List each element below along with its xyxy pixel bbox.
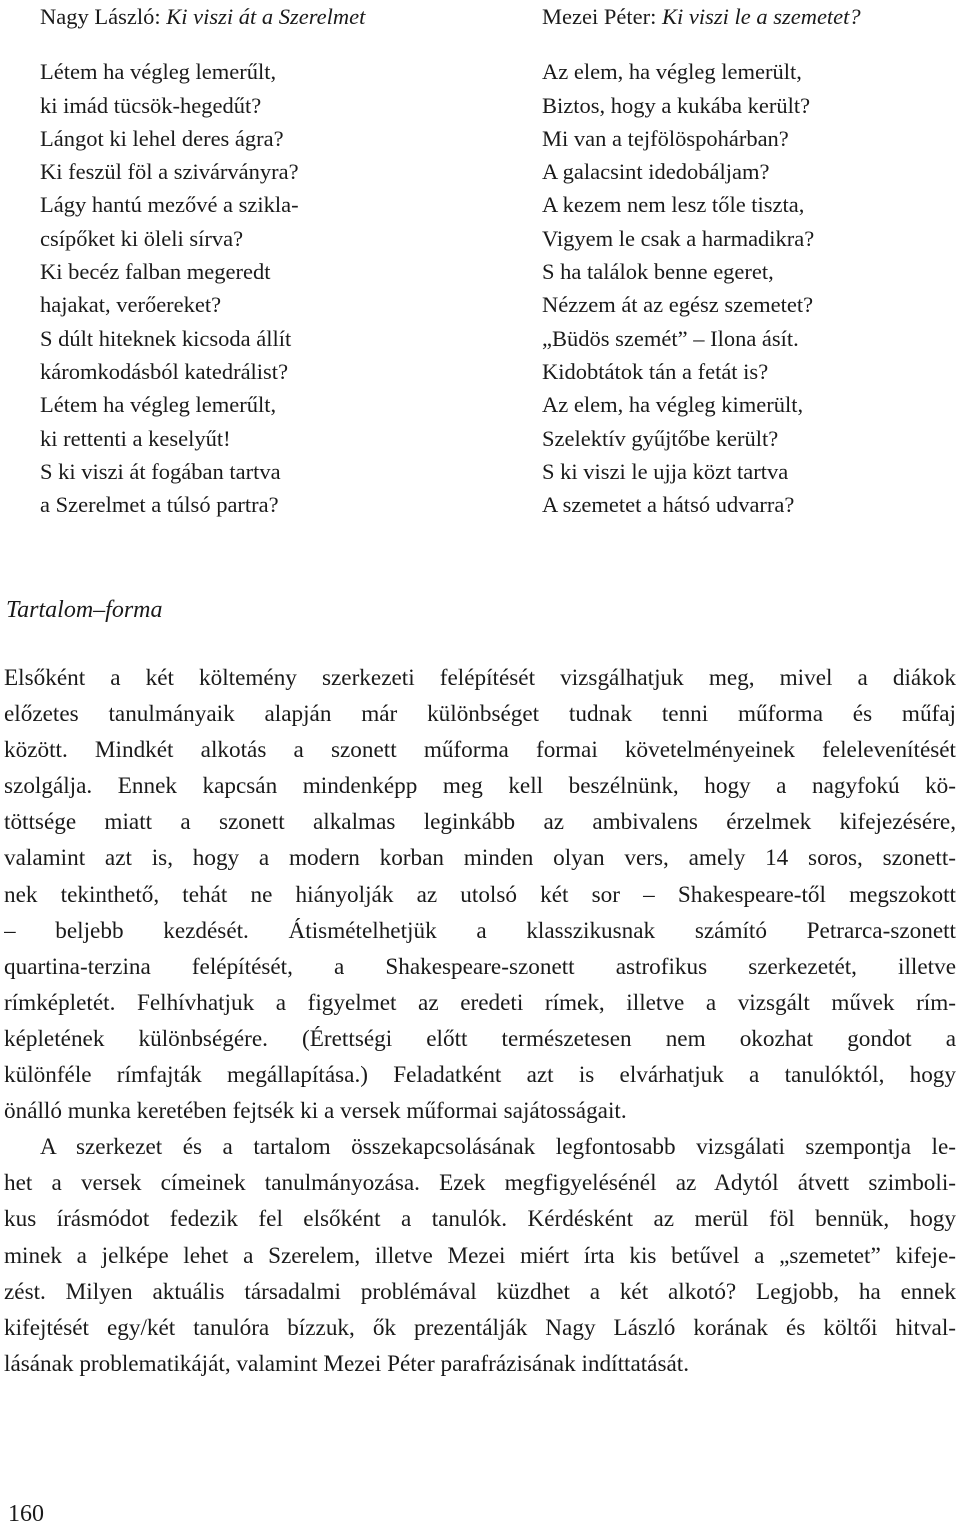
paragraph-line: kus írásmódot fedezik fel elsőként a tanulók. Kérdésként az merül föl bennük, hogy [4,1206,956,1233]
poem-right-line: Vigyem le csak a harmadikra? [542,225,815,251]
paragraph-line: előzetes tanulmányaik alapján már különbséget tudnak tenni műforma és műfaj [4,701,956,728]
poem-right-line: Kidobtátok tán a fetát is? [542,358,769,384]
poem-right-line: Nézzem át az egész szemetet? [542,292,814,318]
poem-left-title: Ki viszi át a Szerelmet [166,4,366,29]
poem-right-heading [542,0,861,33]
poem-left-line: csípőket ki öleli sírva? [40,225,244,251]
poem-right-line: Biztos, hogy a kukába került? [542,92,811,118]
poem-left-line: Lágy hantú mezővé a szikla- [40,192,299,218]
poem-right-line: A kezem nem lesz tőle tiszta, [542,192,805,218]
paragraph-line: het a versek címeinek tanulmányozása. Ezek megfigyelésénél az Adytól átvett szimboli- [4,1170,956,1197]
paragraph-line: szolgálja. Ennek kapcsán mindenképp meg kell beszélnünk, hogy a nagyfokú kö- [4,773,956,800]
poem-left-line: Lángot ki lehel deres ágra? [40,125,284,151]
paragraph-line: valamint azt is, hogy a modern korban minden olyan vers, amely 14 soros, szonett- [4,845,956,872]
paragraph-line: rímképletét. Felhívhatjuk a figyelmet az eredeti rímek, illetve a vizsgált művek rím- [4,989,956,1016]
paragraph-line: töttsége miatt a szonett alkalmas leginkább az ambivalens érzelmek kifejezésére, [4,809,956,836]
body-text [4,660,956,1382]
poem-right-line: A szemetet a hátsó udvarra? [542,492,795,518]
poem-right-line: Az elem, ha végleg lemerült, [542,59,802,85]
poem-left-line: ki rettenti a keselyűt! [40,425,231,451]
page-number: 160 [8,1501,44,1527]
paragraph-line: minek a jelképe lehet a Szerelem, illetve Mezei miért írta kis betűvel a „szemetet” kifeje- [4,1242,956,1269]
poem-left-author: Nagy László: [40,4,167,29]
poem-left-line: Ki becéz falban megeredt [40,259,271,285]
poem-right-author: Mezei Péter: [542,4,662,29]
poem-right-line: Mi van a tejfölöspohárban? [542,125,789,151]
poem-right-line: S ha találok benne egeret, [542,259,774,285]
poem-left-line: káromkodásból katedrálist? [40,358,289,384]
poem-left-line: hajakat, verőereket? [40,292,222,318]
paragraph-line: képletének különbségére. (Érettségi előtt természetesen nem okozhat gondot a [4,1025,956,1052]
poem-left-line: S dúlt hiteknek kicsoda állít [40,325,292,351]
poem-left-line: Létem ha végleg lemerűlt, [40,59,277,85]
poem-right-line: Az elem, ha végleg kimerült, [542,392,804,418]
paragraph-line: nek tekinthető, tehát ne hiányolják az utolsó két sor – Shakespeare-től megszokott [4,881,956,908]
poem-left-line: Ki feszül föl a szivárványra? [40,159,299,185]
poem-right-line: Szelektív gyűjtőbe került? [542,425,779,451]
paragraph-line: különféle rímfajták megállapítása.) Feladatként azt is elvárhatjuk a tanulóktól, hogy [4,1062,956,1089]
poem-left-line: Létem ha végleg lemerűlt, [40,392,277,418]
section-heading: Tartalom–forma [6,597,163,623]
paragraph-line: zést. Milyen aktuális társadalmi problémával küzdhet a két alkotó? Legjobb, ha ennek [4,1278,956,1305]
paragraph-line: – beljebb kezdését. Átismételhetjük a klasszikusnak számító Petrarca-szonett [4,917,956,944]
paragraph-line: önálló munka keretében fejtsék ki a versek műformai sajátosságait. [4,1098,627,1125]
paragraph-line: Elsőként a két költemény szerkezeti felépítését vizsgálhatjuk meg, mivel a diákok [4,665,956,691]
poem-left-heading [40,0,365,33]
paragraph-line: A szerkezet és a tartalom összekapcsolásának legfontosabb vizsgálati szempontja le- [40,1134,956,1161]
poem-right [542,0,861,521]
poem-right-title: Ki viszi le a szemetet? [661,4,861,29]
poem-right-line: A galacsint idedobáljam? [542,159,770,185]
poem-left-line: ki imád tücsök-hegedűt? [40,92,262,118]
paragraph-line: quartina-terzina felépítését, a Shakespeare-szonett astrofikus szerkezetét, illetve [4,953,956,980]
paragraph-line: között. Mindkét alkotás a szonett műforma formai követelményeinek felelevenítését [4,737,956,764]
poem-right-line: „Büdös szemét” – Ilona ásít. [542,325,799,351]
paragraph-line: kifejtését egy/két tanulóra bízzuk, ők prezentálják Nagy László korának és költői hitval- [4,1314,956,1341]
poem-right-line: S ki viszi le ujja közt tartva [542,458,789,484]
poem-left [40,0,365,521]
poem-left-line: a Szerelmet a túlsó partra? [40,492,279,518]
poem-left-line: S ki viszi át fogában tartva [40,458,281,484]
paragraph-line: lásának problematikáját, valamint Mezei Péter parafrázisának indíttatását. [4,1350,690,1377]
